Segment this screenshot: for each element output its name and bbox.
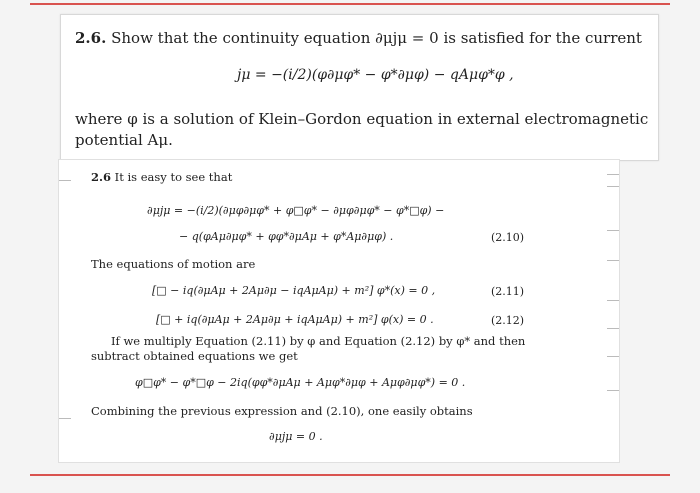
combined-equation: φ□φ* − φ*□φ − 2iq(φφ*∂μAμ + Aμφ*∂μφ + Aμφ∂μφ*) = 0 . (135, 376, 466, 389)
final-equation: ∂μjμ = 0 . (269, 430, 323, 443)
equation-2-12: [□ + iq(∂μAμ + 2Aμ∂μ + iqAμAμ) + m²] φ(x) = 0 . (156, 313, 434, 326)
multiply-text-line1: If we multiply Equation (2.11) by φ and Equation (2.12) by φ* and then (111, 334, 526, 348)
multiply-text-line2: subtract obtained equations we get (91, 349, 298, 363)
solution-card (58, 159, 620, 463)
motion-intro: The equations of motion are (91, 257, 256, 271)
combining-text: Combining the previous expression and (2.10), one easily obtains (91, 404, 473, 418)
divergence-equation-line2: − q(φAμ∂μφ* + φφ*∂μAμ + φ*Aμ∂μφ) . (179, 230, 394, 243)
problem-statement-text: Show that the continuity equation ∂μjμ = 0 is satisfied for the current (111, 29, 642, 47)
problem-statement-line3: potential Aμ. (75, 131, 173, 149)
current-equation: jμ = −(i/2)(φ∂μφ* − φ*∂μφ) − qAμφ*φ , (237, 67, 514, 83)
top-red-rule (30, 3, 670, 5)
bottom-red-rule (30, 474, 670, 476)
solution-intro-text: It is easy to see that (114, 170, 233, 184)
problem-number: 2.6. (75, 29, 107, 47)
solution-number: 2.6 (91, 170, 112, 184)
solution-intro (91, 170, 232, 184)
equation-number-2-11: (2.11) (491, 285, 525, 298)
problem-card (60, 14, 659, 161)
equation-number-2-10: (2.10) (491, 231, 525, 244)
equation-2-11: [□ − iq(∂μAμ + 2Aμ∂μ − iqAμAμ) + m²] φ*(x) = 0 , (152, 284, 436, 297)
divergence-equation-line1: ∂μjμ = −(i/2)(∂μφ∂μφ* + φ□φ* − ∂μφ∂μφ* − φ*□φ) − (147, 204, 445, 217)
problem-statement-line2: where φ is a solution of Klein–Gordon equation in external electromagnetic (75, 110, 649, 128)
equation-number-2-12: (2.12) (491, 314, 525, 327)
problem-statement-line1 (75, 29, 642, 47)
